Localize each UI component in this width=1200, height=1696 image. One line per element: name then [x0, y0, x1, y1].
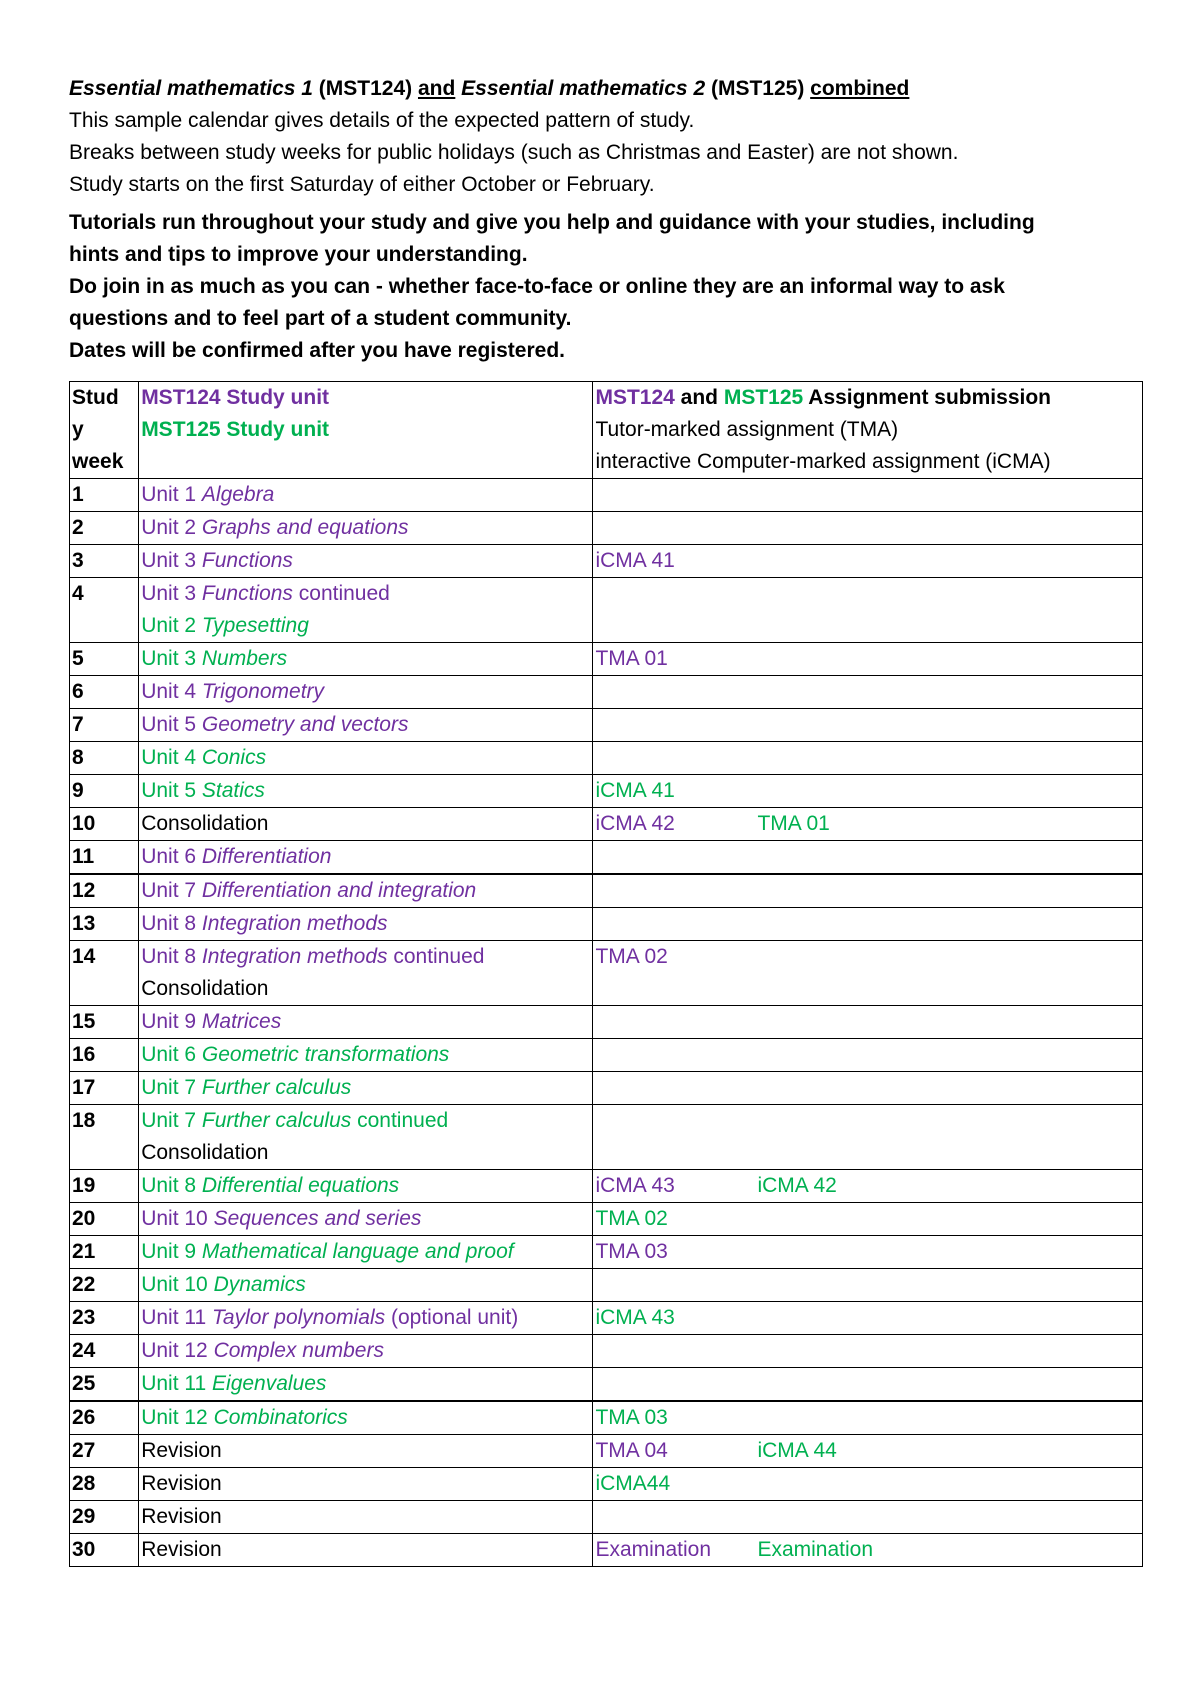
- assignment-cell: [593, 1468, 1143, 1501]
- table-row: [70, 808, 1143, 841]
- tutorials-line: run throughout your study and give you help and guidance with your studies, including: [156, 211, 1035, 234]
- week-number: 7: [70, 709, 139, 742]
- week-number: 28: [70, 1468, 139, 1501]
- unit-number: Unit 8: [141, 945, 202, 968]
- unit-topic: Dynamics: [213, 1273, 306, 1296]
- week-number: 8: [70, 742, 139, 775]
- assignment-entry: TMA 01: [595, 647, 668, 670]
- week-number: 2: [70, 512, 139, 545]
- unit-number: Unit 9: [141, 1240, 202, 1263]
- study-unit-entry: [141, 808, 592, 840]
- study-unit-cell: [139, 1269, 593, 1302]
- unit-topic: Algebra: [201, 483, 275, 506]
- unit-number: Consolidation: [141, 812, 269, 835]
- assignment-cell: [593, 1236, 1143, 1269]
- unit-topic: Numbers: [201, 647, 288, 670]
- unit-number: Unit 3: [141, 582, 202, 605]
- title-code-1: (MST124): [312, 77, 418, 100]
- study-unit-cell: [139, 643, 593, 676]
- week-number: 5: [70, 643, 139, 676]
- assignment-cell: [593, 709, 1143, 742]
- unit-number: Unit 12: [141, 1339, 214, 1362]
- study-unit-cell: [139, 1368, 593, 1402]
- assignment-cell: [593, 1534, 1143, 1567]
- table-row: [70, 709, 1143, 742]
- table-row: [70, 742, 1143, 775]
- table-row: [70, 1534, 1143, 1567]
- unit-topic: Further calculus: [201, 1076, 352, 1099]
- unit-number: Unit 6: [141, 1043, 202, 1066]
- assignment-cell: [593, 1203, 1143, 1236]
- study-unit-cell: [139, 775, 593, 808]
- study-unit-entry: [141, 1269, 592, 1301]
- assignment-cell: [593, 1105, 1143, 1170]
- assignment-cell: [593, 1368, 1143, 1402]
- unit-topic: Differentiation: [201, 845, 332, 868]
- unit-topic: Geometry and vectors: [201, 713, 409, 736]
- study-unit-cell: [139, 709, 593, 742]
- study-unit-entry: [141, 1137, 592, 1169]
- study-unit-cell: [139, 1039, 593, 1072]
- study-unit-entry: [141, 676, 592, 708]
- assignment-cell: [593, 676, 1143, 709]
- assignment-cell: [593, 1501, 1143, 1534]
- table-row: [70, 1006, 1143, 1039]
- table-row: [70, 908, 1143, 941]
- study-unit-entry: [141, 1534, 592, 1566]
- assignment-cell: [593, 1401, 1143, 1435]
- intro-text: [69, 105, 1147, 201]
- intro-line: This sample calendar gives details of the expected pattern of study.: [69, 109, 695, 132]
- study-unit-cell: [139, 1105, 593, 1170]
- study-unit-entry: [141, 775, 592, 807]
- unit-number: Unit 3: [141, 647, 202, 670]
- document-page: [69, 72, 1147, 1561]
- table-row: [70, 578, 1143, 643]
- table-row: [70, 941, 1143, 1006]
- unit-number: Unit 10: [141, 1273, 214, 1296]
- week-number: 21: [70, 1236, 139, 1269]
- study-unit-cell: [139, 676, 593, 709]
- unit-topic: Functions: [201, 549, 293, 572]
- study-unit-entry: [141, 1170, 592, 1202]
- assignment-cell: [593, 512, 1143, 545]
- unit-topic: Differentiation and integration: [201, 879, 477, 902]
- tutorials-line: hints and tips to improve your understanding.: [69, 243, 528, 266]
- study-unit-entry: [141, 1236, 592, 1268]
- table-row: [70, 874, 1143, 908]
- study-unit-entry: [141, 1468, 592, 1500]
- study-unit-cell: [139, 908, 593, 941]
- assignment-entry: iCMA 43: [595, 1174, 675, 1197]
- study-unit-cell: [139, 742, 593, 775]
- study-unit-cell: [139, 1236, 593, 1269]
- table-row: [70, 1368, 1143, 1402]
- week-number: 6: [70, 676, 139, 709]
- unit-number: Revision: [141, 1439, 222, 1462]
- week-number: 24: [70, 1335, 139, 1368]
- study-unit-cell: [139, 1534, 593, 1567]
- unit-topic: Eigenvalues: [212, 1372, 327, 1395]
- study-unit-entry: [141, 908, 592, 940]
- table-row: [70, 1236, 1143, 1269]
- study-unit-entry: [141, 578, 592, 610]
- study-unit-cell: [139, 841, 593, 875]
- assignment-entry: iCMA 41: [595, 549, 675, 572]
- header-assignment: MST124 and MST125 Assignment submission Tutor-marked assignment (TMA) interactive Computer-marked assignment (iCMA): [593, 382, 1143, 479]
- study-unit-entry: [141, 1006, 592, 1038]
- tutorials-line: Dates will be confirmed after you have registered.: [69, 339, 565, 362]
- unit-number: Unit 8: [141, 912, 202, 935]
- assignment-cell: [593, 578, 1143, 643]
- week-number: 19: [70, 1170, 139, 1203]
- study-unit-cell: [139, 1302, 593, 1335]
- unit-number: Unit 5: [141, 779, 202, 802]
- study-unit-cell: [139, 941, 593, 1006]
- unit-topic: Mathematical language and proof: [201, 1240, 514, 1263]
- study-unit-cell: [139, 545, 593, 578]
- week-number: 20: [70, 1203, 139, 1236]
- unit-topic: Sequences and series: [213, 1207, 422, 1230]
- study-unit-entry: [141, 742, 592, 774]
- title-course-1: Essential mathematics 1: [69, 77, 313, 100]
- week-number: 18: [70, 1105, 139, 1170]
- assignment-entry: iCMA 41: [595, 779, 675, 802]
- week-number: 27: [70, 1435, 139, 1468]
- table-row: [70, 512, 1143, 545]
- unit-number: Unit 5: [141, 713, 202, 736]
- table-header-row: [70, 382, 1143, 479]
- unit-suffix: (optional unit): [385, 1306, 519, 1329]
- unit-number: Unit 4: [141, 680, 202, 703]
- unit-topic: Complex numbers: [213, 1339, 384, 1362]
- assignment-cell: [593, 742, 1143, 775]
- week-number: 15: [70, 1006, 139, 1039]
- study-unit-entry: [141, 643, 592, 675]
- study-unit-cell: [139, 1170, 593, 1203]
- assignment-cell: [593, 479, 1143, 512]
- table-row: [70, 1170, 1143, 1203]
- assignment-cell: [593, 643, 1143, 676]
- assignment-entry: TMA 01: [757, 812, 830, 835]
- unit-topic: Trigonometry: [201, 680, 325, 703]
- title-course-2: Essential mathematics 2: [461, 77, 706, 100]
- study-unit-entry: [141, 1501, 592, 1533]
- table-row: [70, 841, 1143, 875]
- assignment-cell: [593, 841, 1143, 875]
- unit-suffix: continued: [292, 582, 390, 605]
- unit-topic: Integration methods: [201, 912, 388, 935]
- study-unit-cell: [139, 578, 593, 643]
- assignment-entry: iCMA 42: [757, 1174, 837, 1197]
- study-unit-entry: [141, 709, 592, 741]
- unit-suffix: continued: [351, 1109, 449, 1132]
- assignment-cell: [593, 775, 1143, 808]
- study-unit-entry: [141, 1105, 592, 1137]
- unit-topic: Taylor polynomials: [212, 1306, 386, 1329]
- study-unit-entry: [141, 545, 592, 577]
- unit-topic: Geometric transformations: [201, 1043, 450, 1066]
- assignment-cell: [593, 1006, 1143, 1039]
- study-unit-cell: [139, 1435, 593, 1468]
- table-row: [70, 545, 1143, 578]
- study-unit-entry: [141, 941, 592, 973]
- assignment-cell: [593, 1170, 1143, 1203]
- unit-number: Consolidation: [141, 977, 269, 1000]
- assignment-cell: [593, 1269, 1143, 1302]
- week-number: 9: [70, 775, 139, 808]
- assignment-entry: TMA 02: [595, 945, 668, 968]
- unit-number: Revision: [141, 1472, 222, 1495]
- study-unit-cell: [139, 1335, 593, 1368]
- title-and: and: [417, 77, 456, 100]
- study-unit-entry: [141, 512, 592, 544]
- study-unit-entry: [141, 1368, 592, 1400]
- study-unit-cell: [139, 1006, 593, 1039]
- week-number: 22: [70, 1269, 139, 1302]
- tutorials-line: questions and to feel part of a student community.: [69, 307, 572, 330]
- week-number: 10: [70, 808, 139, 841]
- assignment-entry: iCMA44: [595, 1472, 671, 1495]
- assignment-entry: TMA 02: [595, 1207, 668, 1230]
- intro-line: Breaks between study weeks for public holidays (such as Christmas and Easter) are not shown.: [69, 141, 959, 164]
- assignment-cell: [593, 1072, 1143, 1105]
- unit-topic: Matrices: [201, 1010, 282, 1033]
- document-title: [69, 72, 1147, 105]
- unit-topic: Integration methods: [201, 945, 388, 968]
- week-number: 14: [70, 941, 139, 1006]
- week-number: 29: [70, 1501, 139, 1534]
- header-study-week: Stud y week: [70, 382, 139, 479]
- study-unit-entry: [141, 479, 592, 511]
- unit-topic: Graphs and equations: [201, 516, 409, 539]
- unit-topic: Combinatorics: [213, 1406, 348, 1429]
- table-row: [70, 1335, 1143, 1368]
- assignment-entry: iCMA 43: [595, 1306, 675, 1329]
- week-number: 16: [70, 1039, 139, 1072]
- table-row: [70, 676, 1143, 709]
- week-number: 1: [70, 479, 139, 512]
- assignment-cell: [593, 1039, 1143, 1072]
- unit-number: Unit 12: [141, 1406, 214, 1429]
- study-unit-cell: [139, 874, 593, 908]
- week-number: 11: [70, 841, 139, 875]
- study-unit-cell: [139, 1203, 593, 1236]
- unit-number: Unit 7: [141, 1109, 202, 1132]
- assignment-cell: [593, 1302, 1143, 1335]
- study-unit-entry: [141, 610, 592, 642]
- table-row: [70, 1435, 1143, 1468]
- unit-topic: Functions: [201, 582, 293, 605]
- table-row: [70, 775, 1143, 808]
- study-unit-entry: [141, 973, 592, 1005]
- assignment-cell: [593, 545, 1143, 578]
- unit-topic: Typesetting: [201, 614, 309, 637]
- unit-number: Unit 1: [141, 483, 202, 506]
- unit-number: Consolidation: [141, 1141, 269, 1164]
- table-row: [70, 1501, 1143, 1534]
- week-number: 26: [70, 1401, 139, 1435]
- unit-topic: Further calculus: [201, 1109, 352, 1132]
- tutorials-line: Do join in as much as you can - whether face-to-face or online they are an informal way to ask: [69, 275, 1005, 298]
- study-unit-cell: [139, 1501, 593, 1534]
- table-row: [70, 1072, 1143, 1105]
- unit-topic: Conics: [201, 746, 267, 769]
- assignment-entry: TMA 03: [595, 1406, 668, 1429]
- assignment-entry: iCMA 44: [757, 1439, 837, 1462]
- assignment-entry: Examination: [595, 1538, 712, 1561]
- assignment-cell: [593, 908, 1143, 941]
- week-number: 4: [70, 578, 139, 643]
- unit-number: Unit 10: [141, 1207, 214, 1230]
- study-unit-entry: [141, 1302, 592, 1334]
- study-unit-entry: [141, 841, 592, 873]
- study-unit-entry: [141, 1402, 592, 1434]
- unit-number: Unit 4: [141, 746, 202, 769]
- unit-number: Unit 7: [141, 879, 202, 902]
- assignment-entry: Examination: [757, 1538, 874, 1561]
- week-number: 13: [70, 908, 139, 941]
- assignment-cell: [593, 941, 1143, 1006]
- unit-number: Unit 2: [141, 614, 202, 637]
- table-row: [70, 479, 1143, 512]
- study-unit-entry: [141, 875, 592, 907]
- title-combined: combined: [810, 77, 910, 100]
- study-unit-cell: [139, 1072, 593, 1105]
- table-row: [70, 1401, 1143, 1435]
- unit-number: Unit 2: [141, 516, 202, 539]
- study-unit-cell: [139, 1401, 593, 1435]
- week-number: 12: [70, 874, 139, 908]
- header-study-unit: MST124 Study unit MST125 Study unit: [139, 382, 593, 479]
- unit-topic: Differential equations: [201, 1174, 400, 1197]
- week-number: 3: [70, 545, 139, 578]
- study-unit-cell: [139, 808, 593, 841]
- study-unit-cell: [139, 479, 593, 512]
- assignment-cell: [593, 874, 1143, 908]
- unit-number: Unit 11: [141, 1306, 213, 1329]
- study-calendar-table: [69, 381, 1143, 1567]
- title-code-2: (MST125): [705, 77, 811, 100]
- assignment-entry: iCMA 42: [595, 812, 675, 835]
- study-unit-entry: [141, 1039, 592, 1071]
- week-number: 17: [70, 1072, 139, 1105]
- study-unit-entry: [141, 1203, 592, 1235]
- unit-number: Revision: [141, 1505, 222, 1528]
- week-number: 25: [70, 1368, 139, 1402]
- table-row: [70, 1468, 1143, 1501]
- study-unit-cell: [139, 512, 593, 545]
- unit-number: Unit 7: [141, 1076, 202, 1099]
- study-unit-entry: [141, 1335, 592, 1367]
- table-row: [70, 1302, 1143, 1335]
- unit-number: Unit 11: [141, 1372, 213, 1395]
- assignment-cell: [593, 1335, 1143, 1368]
- table-row: [70, 1203, 1143, 1236]
- table-row: [70, 1105, 1143, 1170]
- unit-suffix: continued: [387, 945, 485, 968]
- table-row: [70, 643, 1143, 676]
- unit-number: Unit 3: [141, 549, 202, 572]
- assignment-entry: TMA 03: [595, 1240, 668, 1263]
- tutorials-paragraph: [69, 207, 1147, 367]
- table-row: [70, 1269, 1143, 1302]
- study-unit-entry: [141, 1435, 592, 1467]
- unit-number: Unit 6: [141, 845, 202, 868]
- assignment-entry: TMA 04: [595, 1439, 668, 1462]
- assignment-cell: [593, 1435, 1143, 1468]
- week-number: 23: [70, 1302, 139, 1335]
- unit-number: Revision: [141, 1538, 222, 1561]
- study-unit-cell: [139, 1468, 593, 1501]
- tutorials-lead: Tutorials: [69, 211, 157, 234]
- table-row: [70, 1039, 1143, 1072]
- week-number: 30: [70, 1534, 139, 1567]
- intro-line: Study starts on the first Saturday of either October or February.: [69, 173, 655, 196]
- unit-number: Unit 8: [141, 1174, 202, 1197]
- unit-topic: Statics: [201, 779, 265, 802]
- unit-number: Unit 9: [141, 1010, 202, 1033]
- study-unit-entry: [141, 1072, 592, 1104]
- assignment-cell: [593, 808, 1143, 841]
